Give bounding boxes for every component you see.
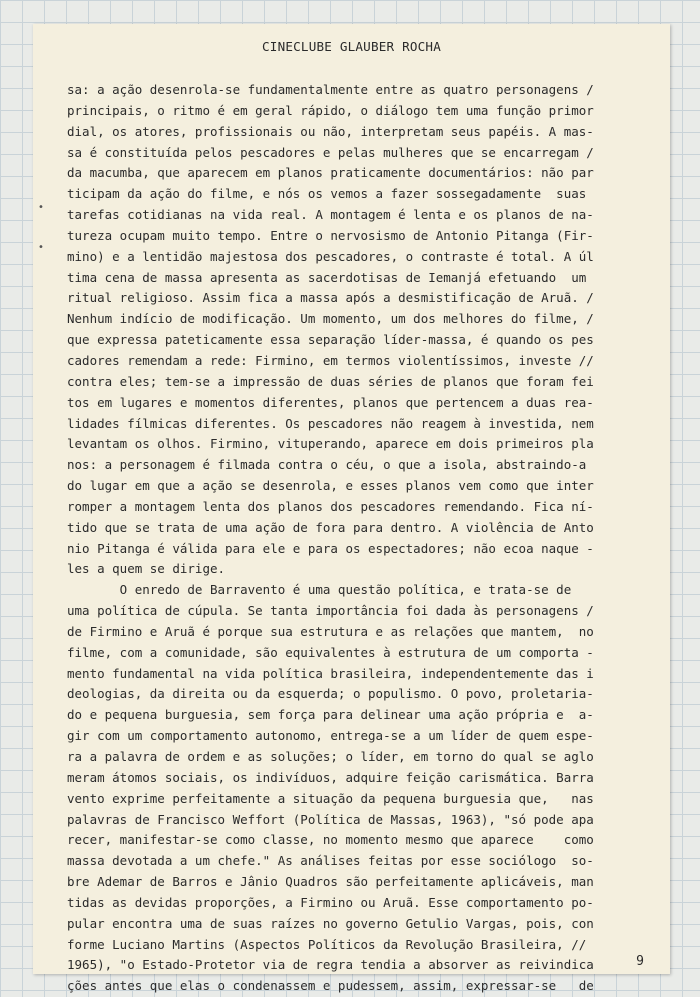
- text-line: de Firmino e Aruã é porque sua estrutura e as relações que mantem, no: [67, 623, 594, 639]
- text-line: palavras de Francisco Weffort (Política de Massas, 1963), "só pode apa: [67, 811, 594, 827]
- text-line: romper a montagem lenta dos planos dos pescadores remendando. Fica ní-: [67, 498, 594, 514]
- text-line: lidades fílmicas diferentes. Os pescadores não reagem à investida, nem: [67, 415, 594, 431]
- text-line: sa: a ação desenrola-se fundamentalmente entre as quatro personagens /: [67, 82, 594, 97]
- text-line: cadores remendam a rede: Firmino, em termos violentíssimos, investe //: [67, 352, 594, 368]
- text-line: vento exprime perfeitamente a situação da pequena burguesia que, nas: [67, 790, 594, 806]
- text-line: tos em lugares e momentos diferentes, planos que pertencem a duas rea-: [67, 394, 594, 410]
- text-line: sa é constituída pelos pescadores e pelas mulheres que se encarregam /: [67, 144, 594, 160]
- text-line: da macumba, que aparecem em planos praticamente documentários: não par: [67, 165, 594, 181]
- text-line: filme, com a comunidade, são equivalentes à estrutura de um comporta -: [67, 644, 594, 660]
- text-line: principais, o ritmo é em geral rápido, o diálogo tem uma função primor: [67, 102, 594, 118]
- text-line: bre Ademar de Barros e Jânio Quadros são perfeitamente aplicáveis, man: [67, 874, 594, 890]
- text-line: ra a palavra de ordem e as soluções; o líder, em torno do qual se aglo: [67, 749, 594, 764]
- text-line: tidas as devidas proporções, a Firmino ou Aruã. Esse comportamento po-: [67, 894, 594, 910]
- page-number: 9: [636, 954, 644, 969]
- text-line: nio Pitanga é válida para ele e para os espectadores; não ecoa naque -: [67, 540, 594, 556]
- text-line: tima cena de massa apresenta as sacerdotisas de Iemanjá efetuando um: [67, 269, 587, 285]
- text-line: tureza ocupam muito tempo. Entre o nervosismo de Antonio Pitanga (Fir-: [67, 227, 594, 243]
- text-line: les a quem se dirige.: [67, 561, 226, 577]
- text-line: massa devotada a um chefe." As análises feitas por esse sociólogo so-: [67, 853, 594, 869]
- text-line: gir com um comportamento autonomo, entrega-se a um líder de quem espe-: [67, 728, 594, 744]
- body-text: [67, 80, 594, 997]
- text-line: levantam os olhos. Firmino, vituperando, aparece em dois primeiros pla: [67, 436, 594, 452]
- text-line: deologias, da direita ou da esquerda; o populismo. O povo, proletaria-: [67, 686, 594, 702]
- text-line: pular encontra uma de suas raízes no governo Getulio Vargas, pois, con: [67, 915, 594, 931]
- text-line: ções antes que elas o condenassem e pudessem, assim, expressar-se de: [67, 978, 594, 994]
- text-line: O enredo de Barravento é uma questão política, e trata-se de: [67, 582, 572, 598]
- text-line: mento fundamental na vida política brasileira, independentemente das i: [67, 665, 594, 681]
- text-line: do e pequena burguesia, sem força para delinear uma ação própria e a-: [67, 707, 594, 723]
- text-line: ticipam da ação do filme, e nós os vemos a fazer sossegadamente suas: [67, 186, 587, 202]
- text-line: dial, os atores, profissionais ou não, interpretam seus papéis. A mas-: [67, 123, 594, 139]
- typewritten-page: [33, 24, 670, 994]
- text-line: que expressa pateticamente essa separação líder-massa, é quando os pes: [67, 332, 594, 348]
- text-line: uma política de cúpula. Se tanta importância foi dada às personagens /: [67, 603, 594, 619]
- text-line: contra eles; tem-se a impressão de duas séries de planos que foram fei: [67, 373, 594, 389]
- text-line: tarefas cotidianas na vida real. A montagem é lenta e os planos de na-: [67, 207, 594, 223]
- text-line: mino) e a lentidão majestosa dos pescadores, o contraste é total. A úl: [67, 248, 594, 264]
- text-line: forme Luciano Martins (Aspectos Políticos da Revolução Brasileira, //: [67, 936, 587, 952]
- page-header: CINECLUBE GLAUBER ROCHA: [262, 39, 441, 54]
- text-line: 1965), "o Estado-Protetor via de regra tendia a absorver as reivindica: [67, 957, 594, 973]
- text-line: Nenhum indício de modificação. Um momento, um dos melhores do filme, /: [67, 311, 594, 327]
- hole-punch-mark: •: [38, 202, 44, 213]
- text-line: nos: a personagem é filmada contra o céu, o que a isola, abstraindo-a: [67, 457, 587, 473]
- text-line: tido que se trata de uma ação de fora para dentro. A violência de Anto: [67, 519, 594, 535]
- text-line: recer, manifestar-se como classe, no momento mesmo que aparece como: [67, 832, 594, 848]
- text-line: do lugar em que a ação se desenrola, e esses planos vem como que inter: [67, 478, 594, 494]
- hole-punch-mark: •: [38, 242, 44, 253]
- text-line: ritual religioso. Assim fica a massa após a desmistificação de Aruã. /: [67, 290, 594, 306]
- text-line: meram átomos sociais, os indivíduos, adquire feição carismática. Barra: [67, 769, 594, 785]
